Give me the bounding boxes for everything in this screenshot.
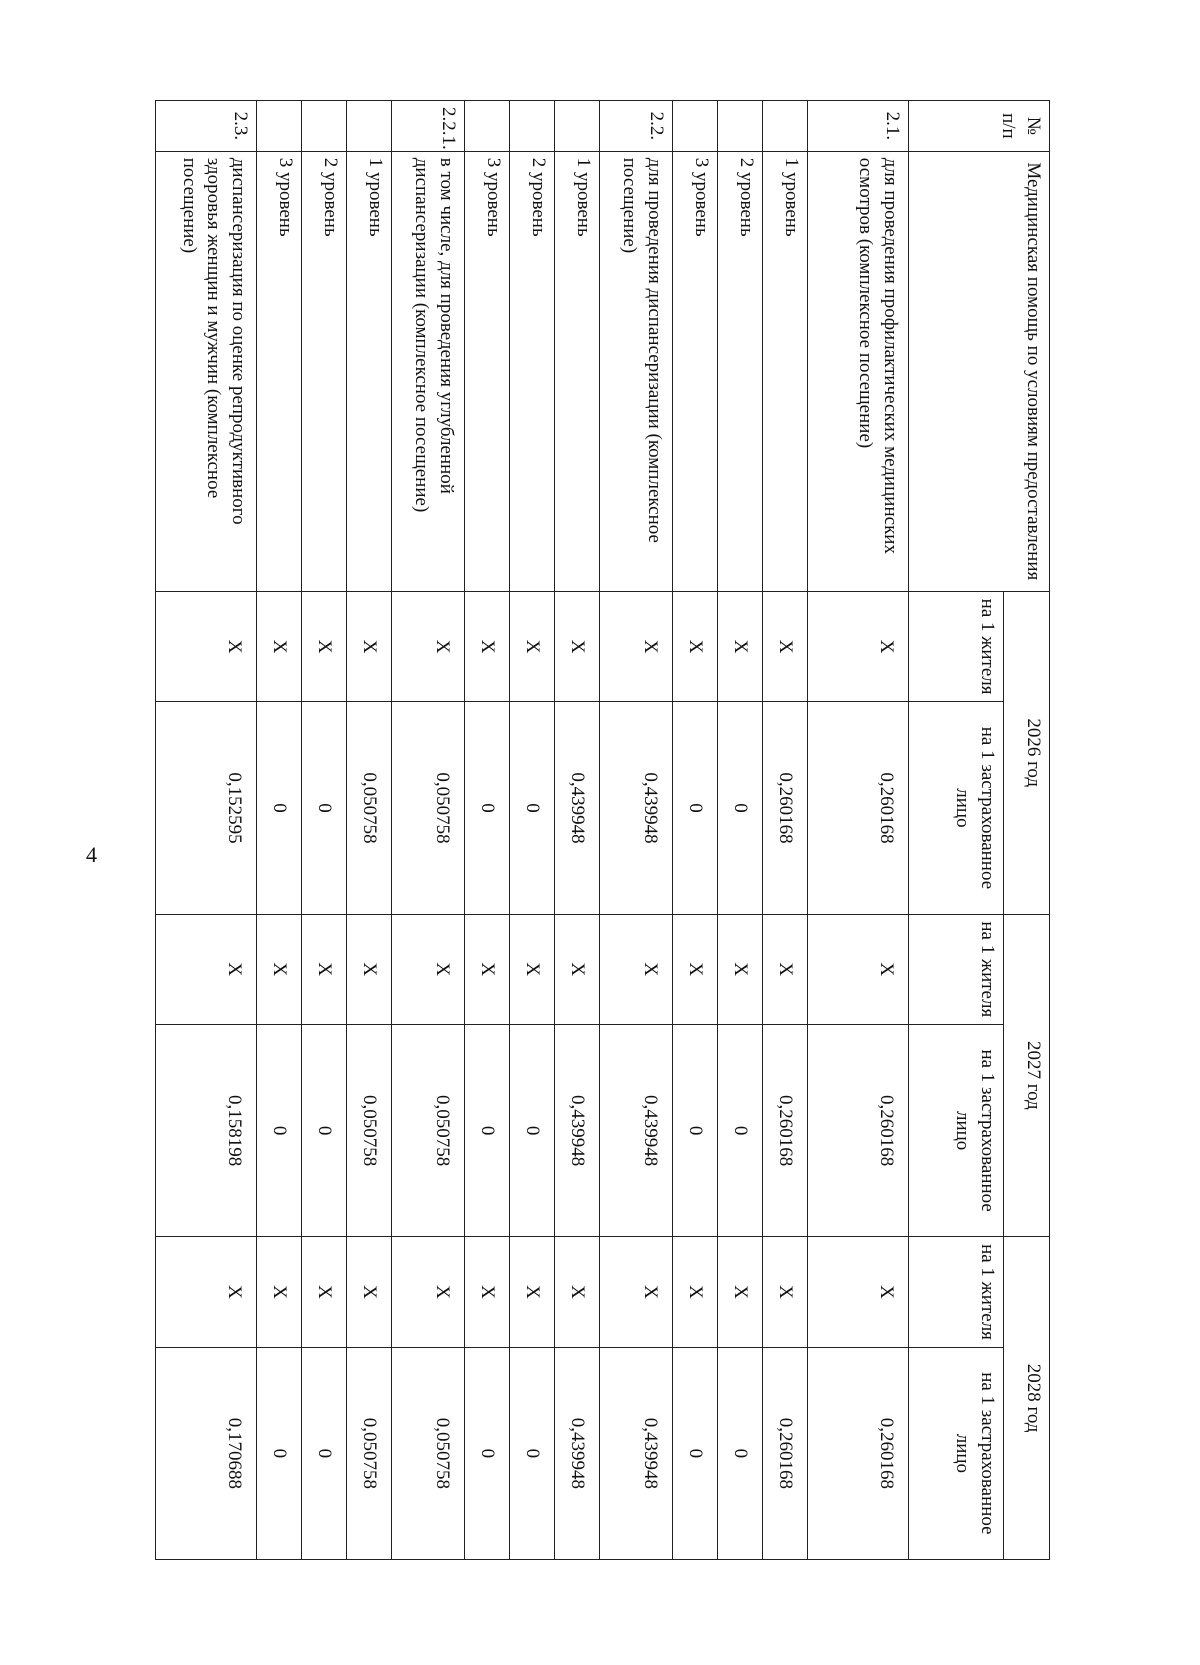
cell-value: Х <box>555 914 600 1025</box>
cell-value: Х <box>763 591 808 702</box>
cell-value: Х <box>555 1237 600 1348</box>
cell-value: 0 <box>465 1347 510 1559</box>
table-row <box>510 101 555 1560</box>
subheader-per-insured: на 1 застрахованное лицо <box>909 702 1004 914</box>
subheader-per-resident: на 1 жителя <box>909 914 1004 1025</box>
cell-value: Х <box>302 1237 347 1348</box>
header-num: № п/п <box>909 101 1050 152</box>
cell-value: Х <box>257 1237 302 1348</box>
row-name: 2 уровень <box>718 151 763 591</box>
table-row <box>808 101 909 1560</box>
subheader-per-insured: на 1 застрахованное лицо <box>909 1347 1004 1559</box>
cell-value: 0,260168 <box>808 702 909 914</box>
cell-value: 0 <box>257 702 302 914</box>
table-row <box>673 101 718 1560</box>
cell-value: 0 <box>718 702 763 914</box>
cell-value: Х <box>510 914 555 1025</box>
cell-value: Х <box>600 914 673 1025</box>
header-year-2026: 2026 год <box>1004 591 1050 914</box>
cell-value: Х <box>718 591 763 702</box>
cell-value: Х <box>555 591 600 702</box>
subheader-per-resident: на 1 жителя <box>909 591 1004 702</box>
cell-value: 0,260168 <box>763 1347 808 1559</box>
row-name: 1 уровень <box>763 151 808 591</box>
row-name: 2 уровень <box>302 151 347 591</box>
cell-value: Х <box>156 914 257 1025</box>
table-row <box>392 101 465 1560</box>
cell-value: Х <box>763 1237 808 1348</box>
table-row <box>555 101 600 1560</box>
cell-value: 0 <box>302 1347 347 1559</box>
table-row <box>302 101 347 1560</box>
cell-value: Х <box>808 1237 909 1348</box>
cell-value: 0,260168 <box>808 1347 909 1559</box>
cell-value: 0 <box>718 1347 763 1559</box>
cell-value: 0,439948 <box>555 1025 600 1237</box>
cell-value: Х <box>392 591 465 702</box>
table-row <box>600 101 673 1560</box>
cell-value: Х <box>673 1237 718 1348</box>
row-num <box>718 101 763 152</box>
cell-value: Х <box>673 591 718 702</box>
cell-value: Х <box>257 914 302 1025</box>
cell-value: 0 <box>302 702 347 914</box>
cell-value: 0,050758 <box>392 702 465 914</box>
row-name: 2 уровень <box>510 151 555 591</box>
row-num <box>673 101 718 152</box>
header-year-2027: 2027 год <box>1004 914 1050 1237</box>
cell-value: 0 <box>302 1025 347 1237</box>
cell-value: 0,050758 <box>392 1025 465 1237</box>
cell-value: Х <box>302 591 347 702</box>
row-name: 3 уровень <box>673 151 718 591</box>
cell-value: 0,050758 <box>347 1025 392 1237</box>
table-row <box>156 101 257 1560</box>
cell-value: Х <box>718 914 763 1025</box>
cell-value: 0,152595 <box>156 702 257 914</box>
cell-value: 0,439948 <box>600 1347 673 1559</box>
cell-value: Х <box>302 914 347 1025</box>
row-num: 2.2.1. <box>392 101 465 152</box>
row-num <box>763 101 808 152</box>
cell-value: 0,158198 <box>156 1025 257 1237</box>
cell-value: 0,170688 <box>156 1347 257 1559</box>
cell-value: 0,260168 <box>763 1025 808 1237</box>
row-num <box>555 101 600 152</box>
row-name: диспансеризация по оценке репродуктивного здоровья женщин и мужчин (комплексное посещение) <box>156 151 257 591</box>
cell-value: Х <box>510 591 555 702</box>
cell-value: 0,050758 <box>347 702 392 914</box>
cell-value: 0,260168 <box>808 1025 909 1237</box>
cell-value: 0 <box>465 702 510 914</box>
cell-value: Х <box>392 914 465 1025</box>
cell-value: Х <box>347 1237 392 1348</box>
cell-value: Х <box>347 914 392 1025</box>
row-num: 2.1. <box>808 101 909 152</box>
cell-value: 0,439948 <box>555 702 600 914</box>
row-name: в том числе, для проведения углубленной диспансеризации (комплексное посещение) <box>392 151 465 591</box>
cell-value: Х <box>465 591 510 702</box>
row-num: 2.2. <box>600 101 673 152</box>
cell-value: 0 <box>673 1347 718 1559</box>
header-year-2028: 2028 год <box>1004 1237 1050 1560</box>
row-num <box>257 101 302 152</box>
table-row <box>257 101 302 1560</box>
cell-value: Х <box>600 591 673 702</box>
cell-value: 0,050758 <box>392 1347 465 1559</box>
cell-value: Х <box>347 591 392 702</box>
table-row <box>718 101 763 1560</box>
cell-value: 0 <box>465 1025 510 1237</box>
cell-value: Х <box>257 591 302 702</box>
row-num <box>302 101 347 152</box>
cell-value: Х <box>465 1237 510 1348</box>
row-name: 1 уровень <box>555 151 600 591</box>
table-row <box>763 101 808 1560</box>
cell-value: 0,439948 <box>555 1347 600 1559</box>
cell-value: Х <box>763 914 808 1025</box>
cell-value: 0 <box>510 1025 555 1237</box>
medical-care-table <box>155 100 1050 1560</box>
subheader-per-resident: на 1 жителя <box>909 1237 1004 1348</box>
row-num: 2.3. <box>156 101 257 152</box>
table-row <box>465 101 510 1560</box>
row-num <box>465 101 510 152</box>
cell-value: Х <box>465 914 510 1025</box>
cell-value: Х <box>600 1237 673 1348</box>
cell-value: 0 <box>510 1347 555 1559</box>
row-name: 3 уровень <box>465 151 510 591</box>
cell-value: 0 <box>718 1025 763 1237</box>
row-num <box>510 101 555 152</box>
cell-value: 0 <box>510 702 555 914</box>
row-name: для проведения профилактических медицинских осмотров (комплексное посещение) <box>808 151 909 591</box>
table-row <box>347 101 392 1560</box>
cell-value: 0 <box>257 1025 302 1237</box>
cell-value: 0 <box>257 1347 302 1559</box>
cell-value: 0,439948 <box>600 1025 673 1237</box>
cell-value: 0,260168 <box>763 702 808 914</box>
subheader-per-insured: на 1 застрахованное лицо <box>909 1025 1004 1237</box>
cell-value: Х <box>156 591 257 702</box>
cell-value: Х <box>156 1237 257 1348</box>
cell-value: Х <box>718 1237 763 1348</box>
cell-value: 0 <box>673 702 718 914</box>
cell-value: Х <box>510 1237 555 1348</box>
rotated-table-container <box>120 100 1050 1560</box>
header-care-type: Медицинская помощь по условиям предоставления <box>909 151 1050 591</box>
row-name: 1 уровень <box>347 151 392 591</box>
page-number: 4 <box>86 842 97 867</box>
row-name: 3 уровень <box>257 151 302 591</box>
row-name: для проведения диспансеризации (комплексное посещение) <box>600 151 673 591</box>
cell-value: Х <box>392 1237 465 1348</box>
cell-value: Х <box>808 591 909 702</box>
row-num <box>347 101 392 152</box>
cell-value: Х <box>808 914 909 1025</box>
cell-value: 0,439948 <box>600 702 673 914</box>
cell-value: 0 <box>673 1025 718 1237</box>
cell-value: Х <box>673 914 718 1025</box>
cell-value: 0,050758 <box>347 1347 392 1559</box>
